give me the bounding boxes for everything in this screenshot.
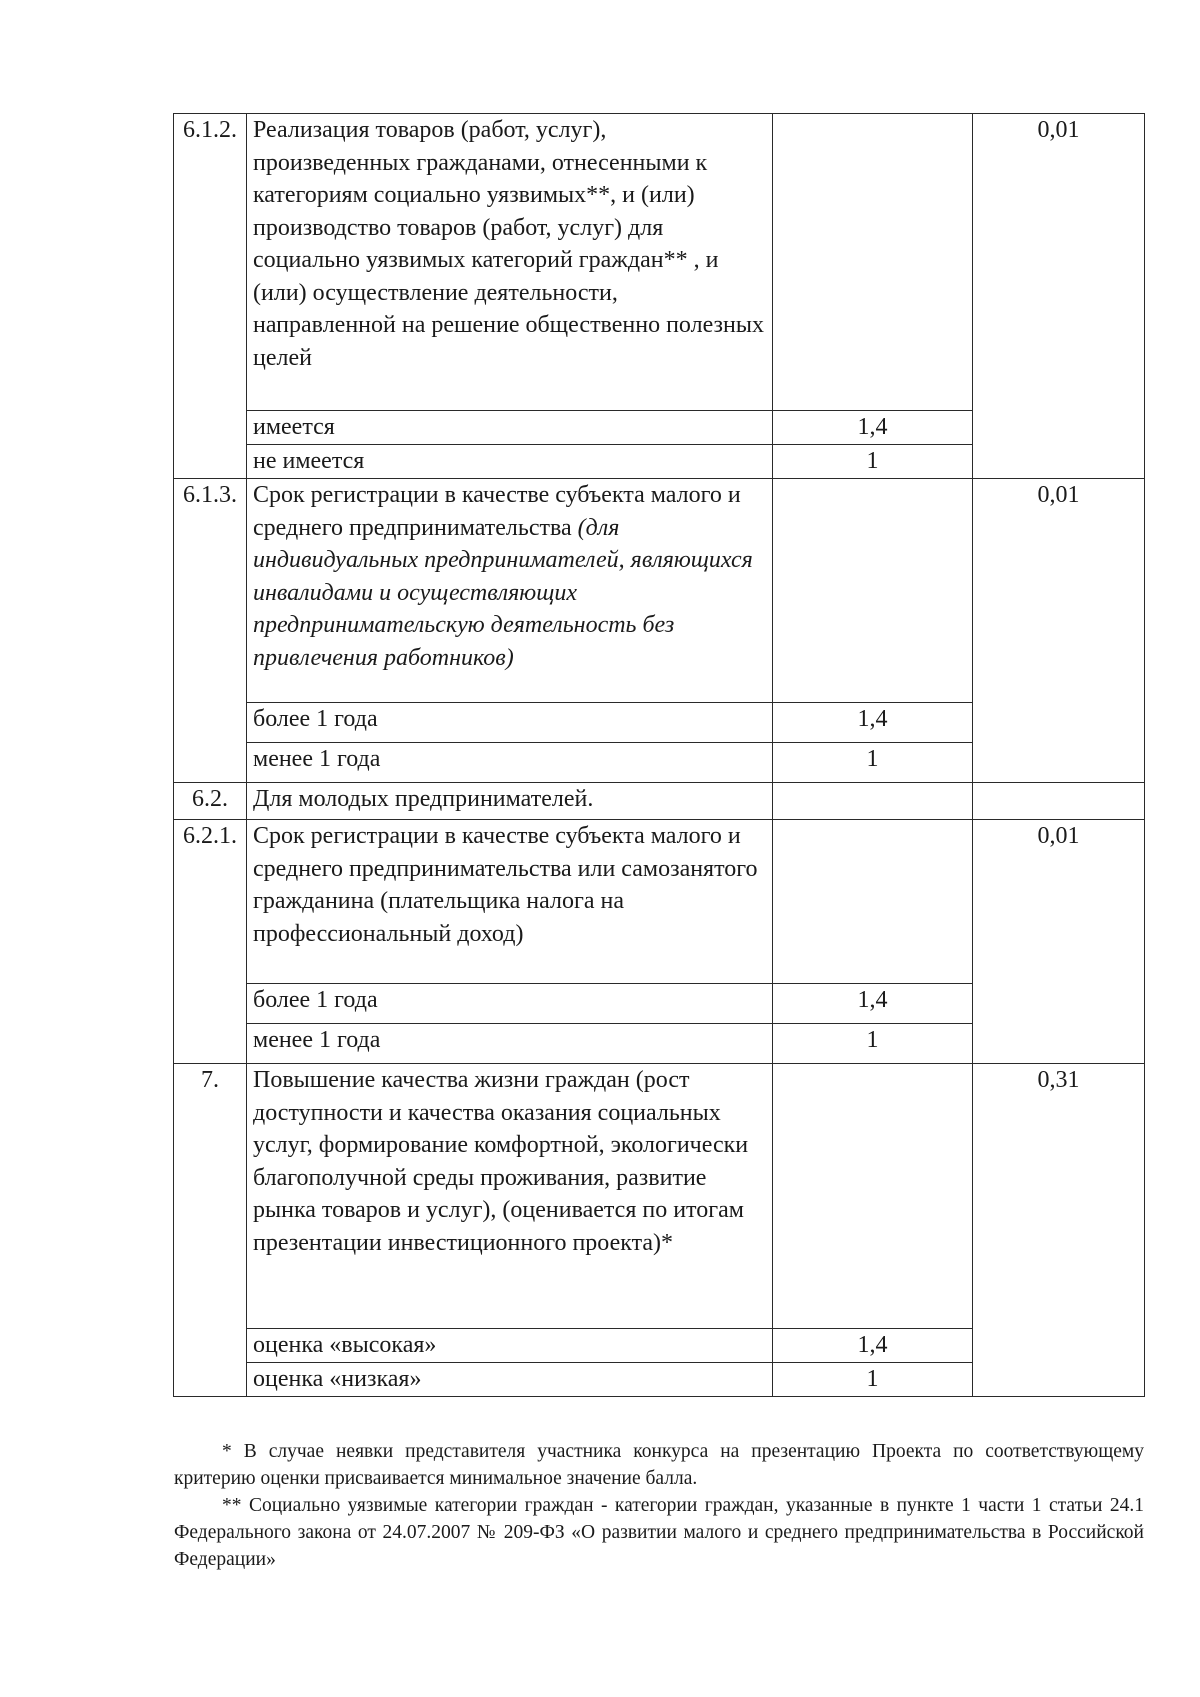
- footnotes: [174, 1438, 1144, 1573]
- footnote-vulnerable-categories: ** Социально уязвимые категории граждан - категории граждан, указанные в пункте 1 части 1 статьи 24.1 Федерального закона от 24.07.2007 № 209-ФЗ «О развитии малого и среднего предпринимательства в Российской Федерации»: [174, 1495, 1144, 1570]
- option-label: менее 1 года: [247, 1024, 773, 1064]
- footnote-presentation: * В случае неявки представителя участника конкурса на презентацию Проекта по соответствующему критерию оценки присваивается минимальное значение балла.: [174, 1441, 1144, 1489]
- section-title: Для молодых предпринимателей.: [247, 783, 773, 820]
- criterion-row: [174, 114, 1145, 411]
- criterion-row: [174, 479, 1145, 703]
- option-points: 1: [773, 743, 973, 783]
- option-label: более 1 года: [247, 703, 773, 743]
- section-number: 6.2.: [174, 783, 247, 820]
- points-cell: [773, 479, 973, 703]
- option-points: 1: [773, 445, 973, 479]
- option-label: не имеется: [247, 445, 773, 479]
- option-points: 1,4: [773, 703, 973, 743]
- criterion-row: [174, 1064, 1145, 1329]
- option-label: оценка «высокая»: [247, 1329, 773, 1363]
- option-points: 1: [773, 1363, 973, 1397]
- section-row: [174, 783, 1145, 820]
- criterion-number: 7.: [174, 1064, 247, 1397]
- option-points: 1,4: [773, 984, 973, 1024]
- criterion-number: 6.2.1.: [174, 820, 247, 1064]
- criterion-row: [174, 820, 1145, 984]
- criterion-title: Повышение качества жизни граждан (рост доступности и качества оказания социальных услуг, формирование комфортной, экологически благополучной среды проживания, развитие рынка товаров и услуг), (оценивается по итогам презентации инвестиционного проекта)*: [247, 1064, 773, 1329]
- criterion-title: [247, 479, 773, 703]
- option-label: менее 1 года: [247, 743, 773, 783]
- points-cell: [773, 1064, 973, 1329]
- criteria-table: [173, 113, 1145, 1397]
- weight-value: 0,01: [973, 114, 1145, 479]
- criterion-number: 6.1.3.: [174, 479, 247, 783]
- option-points: 1: [773, 1024, 973, 1064]
- weight-value: 0,01: [973, 820, 1145, 1064]
- option-label: имеется: [247, 411, 773, 445]
- criterion-title-note: (для индивидуальных предпринимателей, являющихся инвалидами и осуществляющих предпринимательскую деятельность без привлечения работников): [253, 514, 753, 671]
- points-cell: [773, 114, 973, 411]
- points-cell: [773, 783, 973, 820]
- criterion-title: Срок регистрации в качестве субъекта малого и среднего предпринимательства или самозанятого гражданина (плательщика налога на профессиональный доход): [247, 820, 773, 984]
- option-points: 1,4: [773, 411, 973, 445]
- weight-cell: [973, 783, 1145, 820]
- weight-value: 0,31: [973, 1064, 1145, 1397]
- option-points: 1,4: [773, 1329, 973, 1363]
- option-label: более 1 года: [247, 984, 773, 1024]
- points-cell: [773, 820, 973, 984]
- criterion-title: Реализация товаров (работ, услуг), произведенных гражданами, отнесенными к категориям социально уязвимых**, и (или) производство товаров (работ, услуг) для социально уязвимых категорий граждан** , и (или) осуществление деятельности, направленной на решение общественно полезных целей: [247, 114, 773, 411]
- criterion-number: 6.1.2.: [174, 114, 247, 479]
- criterion-title-text: Срок регистрации в качестве субъекта малого и среднего предпринимательства: [253, 482, 741, 541]
- option-label: оценка «низкая»: [247, 1363, 773, 1397]
- weight-value: 0,01: [973, 479, 1145, 783]
